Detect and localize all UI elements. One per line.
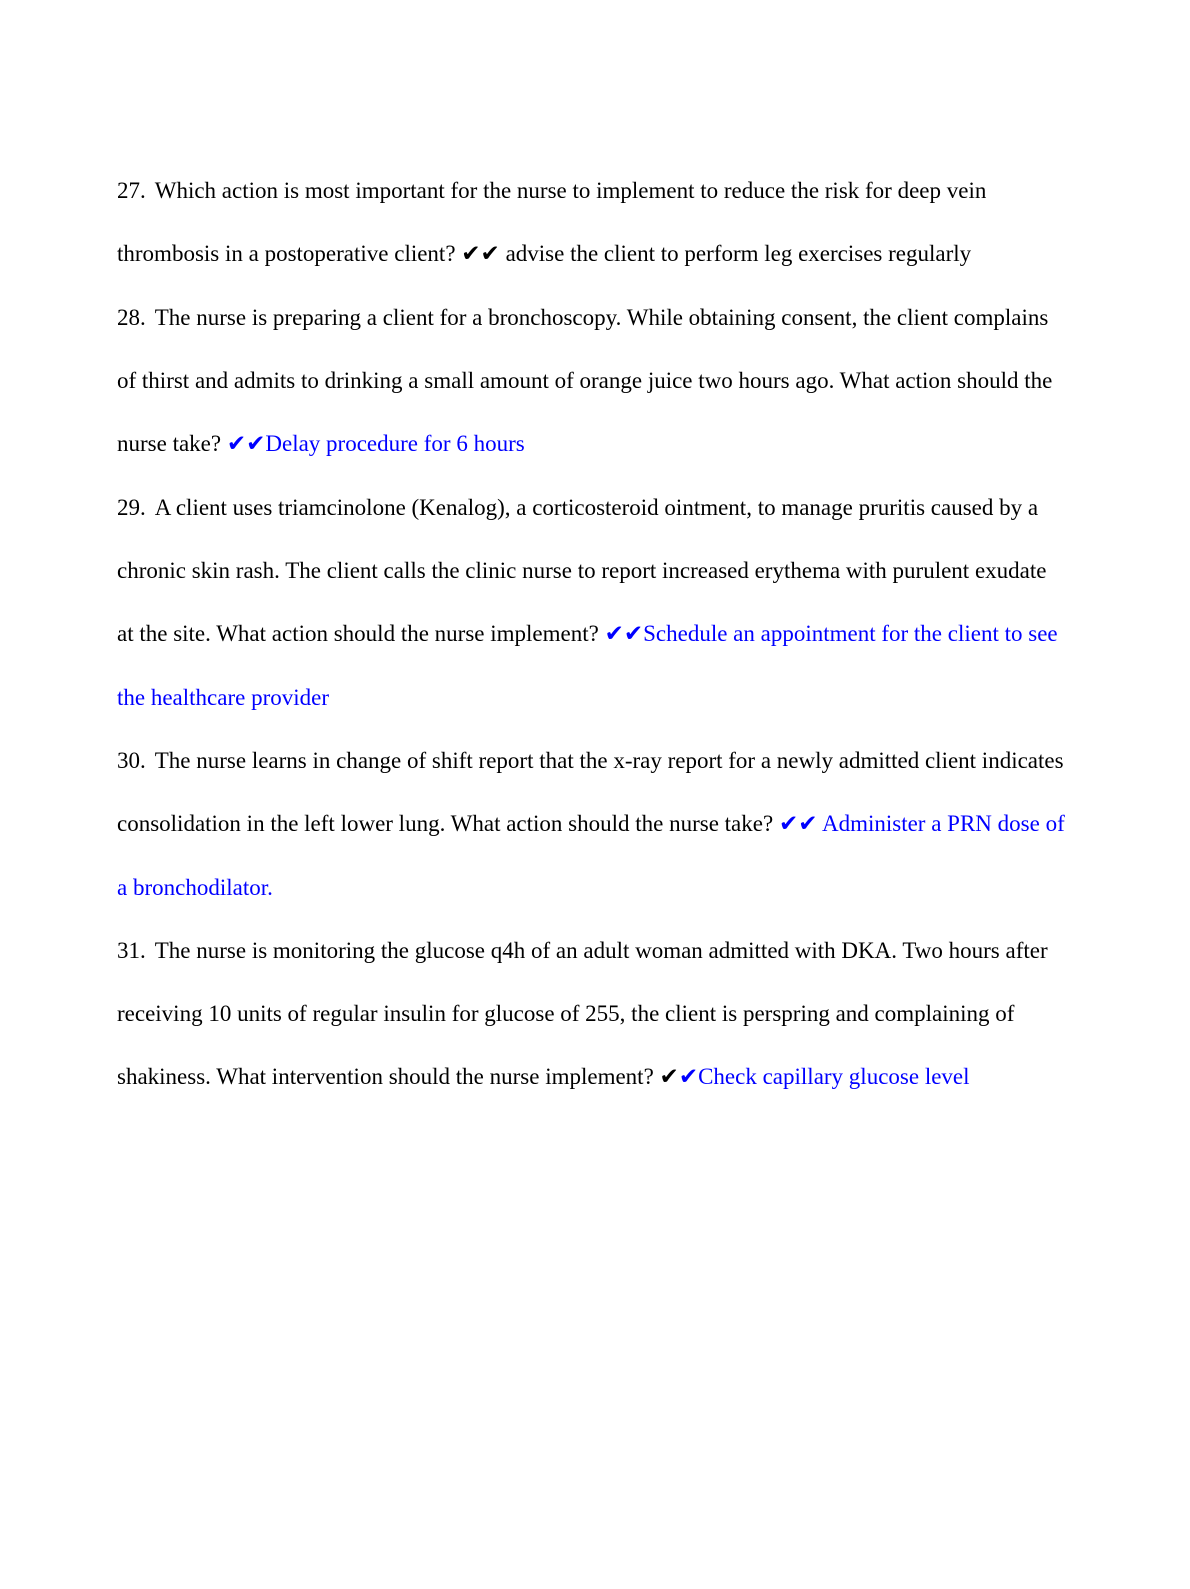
checkmark-icon-blue: ✔✔ — [604, 621, 644, 647]
checkmark-icon-black: ✔✔ — [461, 241, 500, 267]
question-text: The nurse is monitoring the glucose q4h of an adult woman admitted with DKA. Two hours after receiving 10 units of regular insulin for glucose of 255, the client is perspring and complaining of shakiness. What intervention should the nurse implement? — [117, 938, 1048, 1089]
question-29 — [117, 476, 1065, 729]
question-number: 31. — [117, 938, 146, 963]
question-text: Which action is most important for the nurse to implement to reduce the risk for deep vein thrombosis in a postoperative client? — [117, 178, 987, 266]
answer-text-blue: Schedule an appointment for the client to see the healthcare provider — [117, 621, 1058, 710]
question-text: The nurse is preparing a client for a bronchoscopy. While obtaining consent, the client complains of thirst and admits to drinking a small amount of orange juice two hours ago. What action should the nurse take? — [117, 305, 1053, 456]
answer-text-blue: Delay procedure for 6 hours — [265, 431, 525, 456]
questions-list — [117, 159, 1065, 1109]
question-number: 30. — [117, 748, 146, 773]
question-text: The nurse learns in change of shift report that the x-ray report for a newly admitted client indicates consolidation in the left lower lung. What action should the nurse take? — [117, 748, 1064, 836]
checkmark-icon-blue: ✔ — [678, 1064, 699, 1090]
question-number: 28. — [117, 305, 146, 330]
answer-text-black: advise the client to perform leg exercises regularly — [499, 241, 972, 266]
answer-text-blue: Administer a PRN dose of a bronchodilator. — [117, 811, 1065, 900]
question-30 — [117, 729, 1065, 919]
question-number: 27. — [117, 178, 146, 203]
question-27 — [117, 159, 1065, 286]
question-number: 29. — [117, 495, 146, 520]
checkmark-icon-blue: ✔✔ — [226, 431, 266, 457]
checkmark-icon-black: ✔ — [659, 1064, 679, 1090]
question-31 — [117, 919, 1065, 1109]
answer-text-blue: Check capillary glucose level — [698, 1064, 970, 1089]
checkmark-icon-blue: ✔✔ — [778, 811, 818, 837]
question-text: A client uses triamcinolone (Kenalog), a corticosteroid ointment, to manage pruritis caused by a chronic skin rash. The client calls the clinic nurse to report increased erythema with purulent exudate at the site. What action should the nurse implement? — [117, 495, 1047, 646]
question-28 — [117, 286, 1065, 476]
